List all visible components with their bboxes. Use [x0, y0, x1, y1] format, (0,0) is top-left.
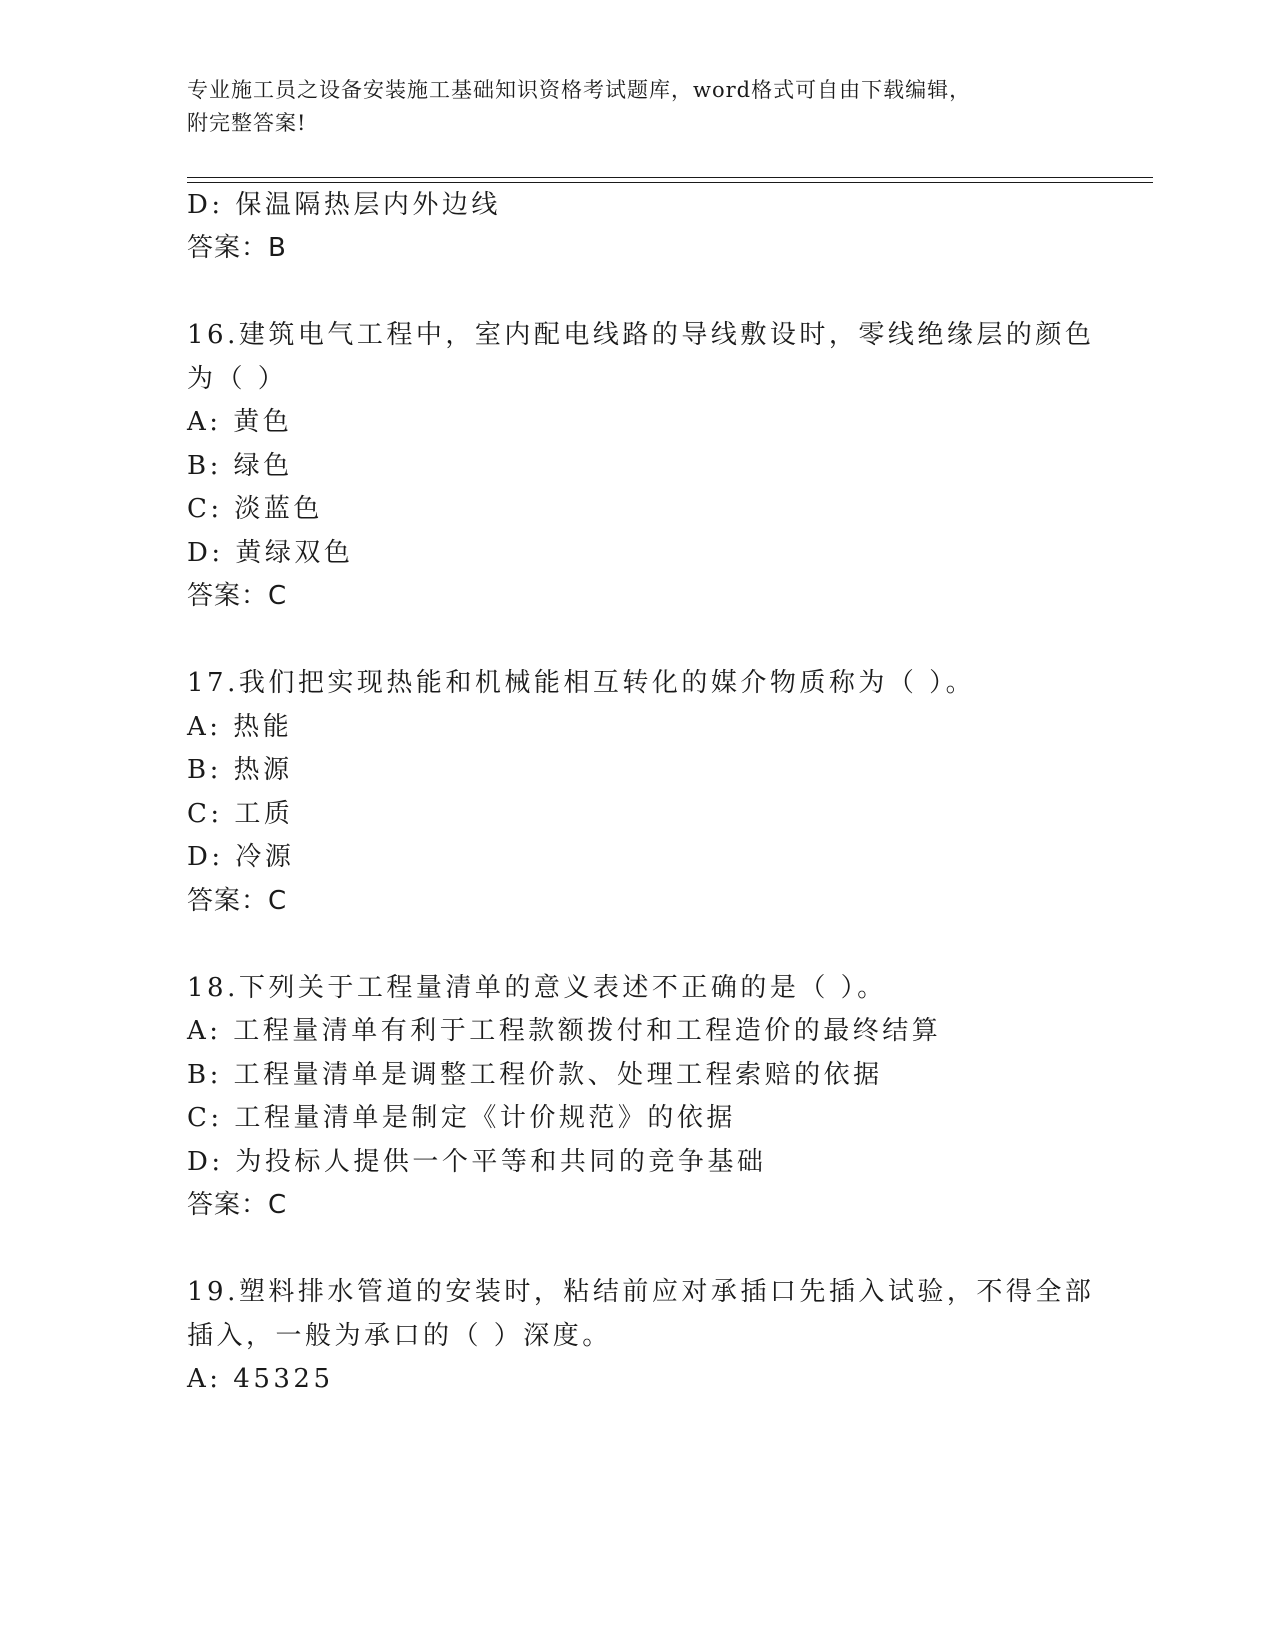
option-d: D: 冷源	[187, 842, 295, 872]
option-a: A: 45325	[187, 1364, 334, 1394]
answer-line: 答案：C	[187, 581, 288, 611]
answer-line: 答案：B	[187, 233, 287, 263]
option-c: C: 工质	[187, 799, 294, 829]
header-line-1: 专业施工员之设备安装施工基础知识资格考试题库，word格式可自由下载编辑，	[187, 78, 972, 102]
option-b: B: 绿色	[187, 451, 293, 481]
option-c: C: 淡蓝色	[187, 494, 323, 524]
option-b: B: 工程量清单是调整工程价款、处理工程索赔的依据	[187, 1060, 883, 1090]
option-b: B: 热源	[187, 755, 293, 785]
answer-line: 答案：C	[187, 886, 288, 916]
option-d: D: 保温隔热层内外边线	[187, 190, 501, 220]
option-a: A: 工程量清单有利于工程款额拨付和工程造价的最终结算	[187, 1016, 942, 1046]
option-c: C: 工程量清单是制定《计价规范》的依据	[187, 1103, 736, 1133]
question-stem: 17.我们把实现热能和机械能相互转化的媒介物质称为（ ）。	[187, 668, 976, 698]
option-d: D: 为投标人提供一个平等和共同的竞争基础	[187, 1147, 767, 1177]
header-line-2: 附完整答案!	[187, 111, 307, 135]
document-header	[187, 74, 1087, 140]
question-stem: 19.塑料排水管道的安装时，粘结前应对承插口先插入试验，不得全部	[187, 1277, 1095, 1307]
header-divider-bottom	[187, 182, 1153, 183]
answer-line: 答案：C	[187, 1190, 288, 1220]
question-stem: 18.下列关于工程量清单的意义表述不正确的是（ ）。	[187, 973, 887, 1003]
question-stem: 16.建筑电气工程中，室内配电线路的导线敷设时，零线绝缘层的颜色	[187, 320, 1095, 350]
header-divider-top	[187, 177, 1153, 178]
option-a: A: 热能	[187, 712, 293, 742]
option-d: D: 黄绿双色	[187, 538, 354, 568]
question-stem-continued: 插入，一般为承口的（ ）深度。	[187, 1321, 612, 1351]
option-a: A: 黄色	[187, 407, 293, 437]
question-stem-continued: 为（ ）	[187, 364, 288, 394]
